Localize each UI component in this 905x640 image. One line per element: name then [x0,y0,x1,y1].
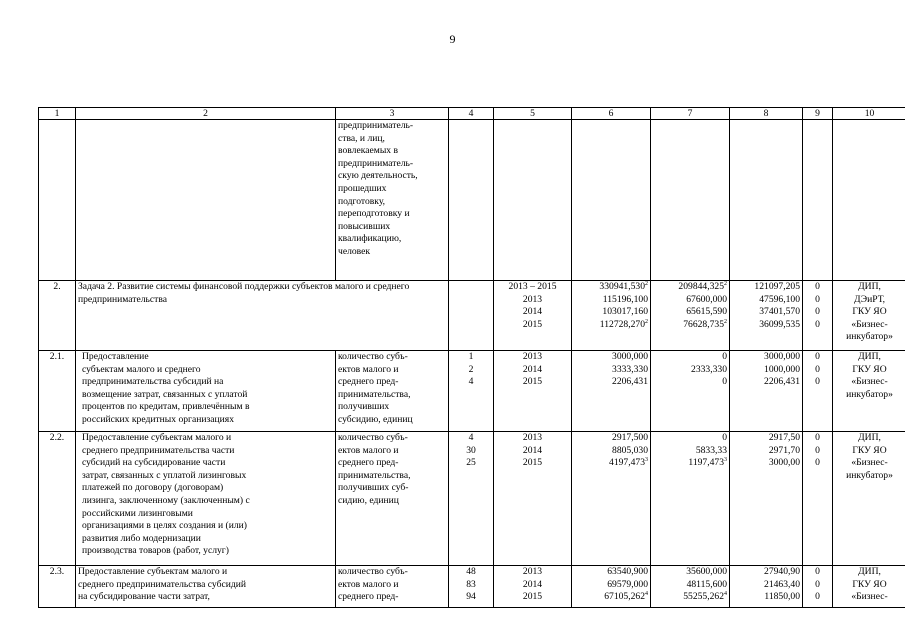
footnote-mark: 2 [724,318,727,325]
year: 2013 [522,293,543,305]
amount: 47596,100 [759,293,800,305]
executor-cell: ДИП, ГКУ ЯО «Бизнес- инкубатор» [833,432,905,566]
amount: 112728,270 [599,318,645,330]
amount: 103017,160 [602,306,648,318]
indicator-values: 1 2 4 [449,351,494,432]
col-number-10: 10 [833,108,905,120]
indicator-cell: количество субъ- ектов малого и среднего пред- принимательства, получивших суб- сидию, единиц [336,432,449,566]
year: 2015 [522,318,543,330]
amount-cell: 27940,90 21463,40 11850,00 [730,566,803,608]
amount: 67600,000 [686,293,727,305]
amount-cell: 3000,000 3333,330 2206,431 [572,351,651,432]
years-cell: 2013 2014 2015 [494,351,572,432]
indicator-values: 4 30 25 [449,432,494,566]
col-number-6: 6 [572,108,651,120]
amount: 37401,570 [759,306,800,318]
amount: 76628,735 [683,318,724,330]
measure-description: Предоставление субъектам малого и среднего предпринимательства субсидий на субсидирование части затрат, [76,566,336,608]
amount: 0 [815,318,820,330]
amount-cell: 0 0 0 [803,566,833,608]
amount-cell [730,281,803,351]
year: 2013 – 2015 [508,281,557,292]
col-number-4: 4 [449,108,494,120]
row-number: 2.1. [39,351,76,432]
col-number-7: 7 [651,108,730,120]
table-row-continuation [39,120,905,281]
footnote-mark: 2 [724,280,727,287]
amount-cell: 0 0 0 [803,351,833,432]
amount: 121097,205 [754,281,800,292]
amount-cell: 2917,500 8805,030 4197,473$^3$ [572,432,651,566]
amount-cell [572,281,651,351]
col-number-9: 9 [803,108,833,120]
indicator-values: 48 83 94 [449,566,494,608]
table-row-2-2 [39,432,905,566]
amount-cell: 0 0 0 [803,432,833,566]
indicator-cell: предприниматель- ства, и лиц, вовлекаемых в предприниматель- скую деятельность, прошедших подготовку, переподготовку и повысивших квалификацию, человек [336,120,449,281]
measure-description: Предоставление субъектам малого и среднего предпринимательства части субсидий на субсидирование части затрат, связанных с уплатой лизинговых платежей по договору (договорам) лизинга, заключенному (заключенным) с российскими лизинговыми организациями в целях создания и (или) развития либо модернизации производства товаров (работ, услуг) [76,432,336,566]
task-title: Задача 2. Развитие системы финансовой поддержки субъектов малого и среднего предпринимательства [76,281,449,351]
years-cell [494,281,572,351]
program-table [38,107,905,608]
page-number: 9 [449,32,456,46]
col-number-2: 2 [76,108,336,120]
amount-cell [651,281,730,351]
amount-cell: 63540,900 69579,000 67105,262$^4$ [572,566,651,608]
amount: 209844,325 [678,281,724,292]
amount: 0 [815,281,820,292]
amount-cell: 2917,50 2971,70 3000,00 [730,432,803,566]
executor-cell: ДИП, ДЭиРТ, ГКУ ЯО «Бизнес- инкубатор» [833,281,905,351]
row-number: 2.2. [39,432,76,566]
amount-cell: 3000,000 1000,000 2206,431 [730,351,803,432]
executor-cell: ДИП, ГКУ ЯО «Бизнес- инкубатор» [833,351,905,432]
amount-cell: 35600,000 48115,600 55255,262$^4$ [651,566,730,608]
indicator-cell: количество субъ- ектов малого и среднего пред- [336,566,449,608]
amount-cell [803,281,833,351]
year: 2014 [522,306,543,318]
years-cell: 2013 2014 2015 [494,432,572,566]
col-number-1: 1 [39,108,76,120]
amount: 65615,590 [686,306,727,318]
col-number-8: 8 [730,108,803,120]
footnote-mark: 4 [645,591,648,597]
footnote-mark: 2 [645,318,648,325]
amount: 0 [815,306,820,318]
amount: 115196,100 [602,293,648,305]
amount: 330941,530 [599,281,645,292]
amount-cell: 0 5833,33 1197,473$^3$ [651,432,730,566]
table-row-2-1 [39,351,905,432]
measure-description: Предоставление субъектам малого и среднего предпринимательства субсидий на возмещение затрат, связанных с уплатой процентов по кредитам, привлечённым в российских кредитных организациях [76,351,336,432]
row-number: 2.3. [39,566,76,608]
col-number-3: 3 [336,108,449,120]
amount: 36099,535 [759,318,800,330]
amount: 0 [815,293,820,305]
years-cell: 2013 2014 2015 [494,566,572,608]
table-row-task-2 [39,281,905,351]
executor-cell: ДИП, ГКУ ЯО «Бизнес- [833,566,905,608]
footnote-mark: 4 [724,591,727,597]
col-number-5: 5 [494,108,572,120]
row-number: 2. [39,281,76,351]
amount-cell: 0 2333,330 0 [651,351,730,432]
column-number-row [39,108,905,120]
table-row-2-3 [39,566,905,608]
footnote-mark: 3 [645,457,648,463]
footnote-mark: 2 [645,280,648,287]
footnote-mark: 3 [724,457,727,463]
indicator-cell: количество субъ- ектов малого и среднего пред- принимательства, получивших субсидию, единиц [336,351,449,432]
